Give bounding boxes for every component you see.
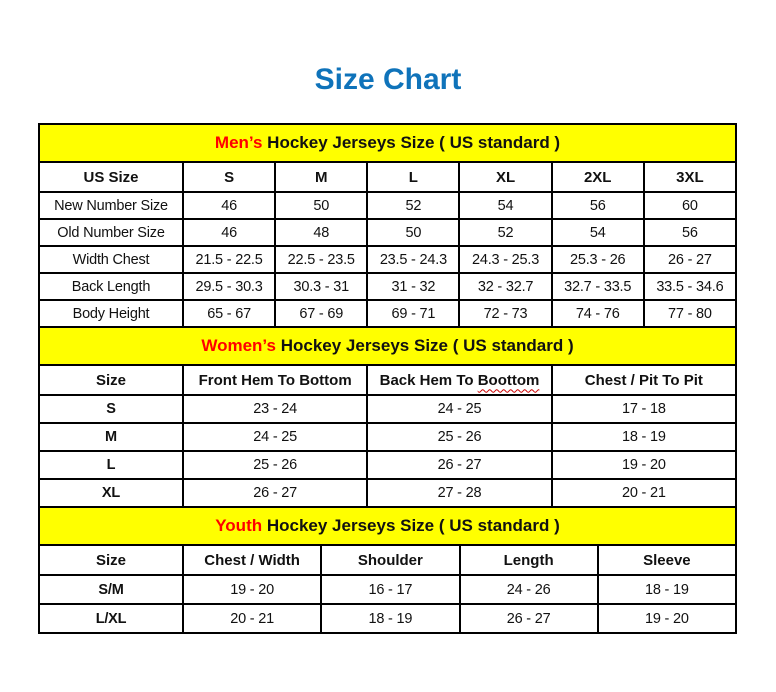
cell: 26 - 27 <box>644 246 736 273</box>
row-label: Back Length <box>39 273 183 300</box>
youth-banner-highlight: Youth <box>215 516 263 535</box>
column-header: L <box>367 162 459 192</box>
table-row <box>39 451 736 479</box>
mens-banner-text: Hockey Jerseys Size ( US standard ) <box>262 133 561 152</box>
cell: 32 - 32.7 <box>459 273 551 300</box>
cell: 32.7 - 33.5 <box>552 273 644 300</box>
table-row <box>39 300 736 327</box>
womens-size-table <box>38 326 737 508</box>
mens-size-table <box>38 123 737 328</box>
cell: 25 - 26 <box>183 451 367 479</box>
cell: 24.3 - 25.3 <box>459 246 551 273</box>
youth-size-table <box>38 506 737 634</box>
cell: 25 - 26 <box>367 423 551 451</box>
column-header: Chest / Width <box>183 545 321 575</box>
cell: 65 - 67 <box>183 300 275 327</box>
row-label: New Number Size <box>39 192 183 219</box>
cell: 18 - 19 <box>552 423 736 451</box>
cell: 18 - 19 <box>598 575 736 604</box>
cell: 56 <box>552 192 644 219</box>
cell: 72 - 73 <box>459 300 551 327</box>
column-header: S <box>183 162 275 192</box>
row-label: M <box>39 423 183 451</box>
row-label: S <box>39 395 183 423</box>
mens-section-banner <box>39 124 736 162</box>
cell: 26 - 27 <box>460 604 598 633</box>
column-header: Size <box>39 545 183 575</box>
cell: 54 <box>552 219 644 246</box>
cell: 27 - 28 <box>367 479 551 507</box>
cell: 69 - 71 <box>367 300 459 327</box>
cell: 24 - 25 <box>183 423 367 451</box>
column-header: XL <box>459 162 551 192</box>
table-row <box>39 604 736 633</box>
youth-section-banner <box>39 507 736 545</box>
spellcheck-underline: Boottom <box>477 371 540 389</box>
youth-table-body <box>39 575 736 633</box>
row-label: L/XL <box>39 604 183 633</box>
cell: 60 <box>644 192 736 219</box>
column-header: Chest / Pit To Pit <box>552 365 736 395</box>
womens-banner-highlight: Women’s <box>201 336 276 355</box>
column-header: US Size <box>39 162 183 192</box>
cell: 21.5 - 22.5 <box>183 246 275 273</box>
column-header: Shoulder <box>321 545 459 575</box>
table-row <box>39 423 736 451</box>
row-label: S/M <box>39 575 183 604</box>
cell: 23.5 - 24.3 <box>367 246 459 273</box>
column-header: 3XL <box>644 162 736 192</box>
cell: 20 - 21 <box>183 604 321 633</box>
cell: 67 - 69 <box>275 300 367 327</box>
row-label: Old Number Size <box>39 219 183 246</box>
cell: 19 - 20 <box>598 604 736 633</box>
column-header: Size <box>39 365 183 395</box>
cell: 50 <box>367 219 459 246</box>
cell: 26 - 27 <box>367 451 551 479</box>
womens-banner-text: Hockey Jerseys Size ( US standard ) <box>275 336 574 355</box>
mens-table-body <box>39 192 736 327</box>
row-label: Width Chest <box>39 246 183 273</box>
cell: 20 - 21 <box>552 479 736 507</box>
cell: 24 - 26 <box>460 575 598 604</box>
table-row <box>39 219 736 246</box>
cell: 17 - 18 <box>552 395 736 423</box>
cell: 31 - 32 <box>367 273 459 300</box>
page-title: Size Chart <box>314 63 462 96</box>
cell: 22.5 - 23.5 <box>275 246 367 273</box>
cell: 46 <box>183 219 275 246</box>
cell: 24 - 25 <box>367 395 551 423</box>
cell: 19 - 20 <box>552 451 736 479</box>
cell: 52 <box>367 192 459 219</box>
column-header: Sleeve <box>598 545 736 575</box>
size-chart <box>38 123 737 634</box>
cell: 56 <box>644 219 736 246</box>
cell: 54 <box>459 192 551 219</box>
cell: 19 - 20 <box>183 575 321 604</box>
cell: 18 - 19 <box>321 604 459 633</box>
column-header: M <box>275 162 367 192</box>
cell: 23 - 24 <box>183 395 367 423</box>
youth-column-header-row <box>39 545 736 575</box>
womens-banner-cell <box>39 327 736 365</box>
cell: 46 <box>183 192 275 219</box>
womens-section-banner <box>39 327 736 365</box>
column-header: Length <box>460 545 598 575</box>
row-label: L <box>39 451 183 479</box>
cell: 26 - 27 <box>183 479 367 507</box>
column-header: Back Hem To Boottom <box>367 365 551 395</box>
table-row <box>39 246 736 273</box>
cell: 52 <box>459 219 551 246</box>
youth-banner-text: Hockey Jerseys Size ( US standard ) <box>262 516 560 535</box>
column-header: 2XL <box>552 162 644 192</box>
table-row <box>39 273 736 300</box>
womens-table-body <box>39 395 736 507</box>
size-chart-page <box>0 62 776 692</box>
row-label: Body Height <box>39 300 183 327</box>
table-row <box>39 192 736 219</box>
table-row <box>39 575 736 604</box>
cell: 74 - 76 <box>552 300 644 327</box>
womens-column-header-row <box>39 365 736 395</box>
row-label: XL <box>39 479 183 507</box>
cell: 16 - 17 <box>321 575 459 604</box>
mens-column-header-row <box>39 162 736 192</box>
cell: 48 <box>275 219 367 246</box>
cell: 30.3 - 31 <box>275 273 367 300</box>
cell: 29.5 - 30.3 <box>183 273 275 300</box>
cell: 33.5 - 34.6 <box>644 273 736 300</box>
cell: 25.3 - 26 <box>552 246 644 273</box>
cell: 77 - 80 <box>644 300 736 327</box>
mens-banner-cell <box>39 124 736 162</box>
table-row <box>39 479 736 507</box>
youth-banner-cell <box>39 507 736 545</box>
table-row <box>39 395 736 423</box>
mens-banner-highlight: Men’s <box>214 133 263 152</box>
column-header: Front Hem To Bottom <box>183 365 367 395</box>
cell: 50 <box>275 192 367 219</box>
